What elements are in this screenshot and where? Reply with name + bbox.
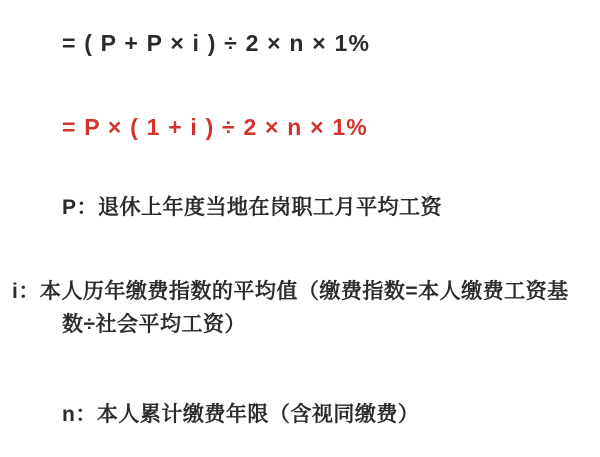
definition-i: i：本人历年缴费指数的平均值（缴费指数=本人缴费工资基数÷社会平均工资） [12, 280, 569, 336]
formula-basic-pension-expanded: = ( P + P × i ) ÷ 2 × n × 1% [62, 30, 371, 56]
definition-p: P：退休上年度当地在岗职工月平均工资 [62, 196, 443, 219]
formula-basic-pension-factored: = P × ( 1 + i ) ÷ 2 × n × 1% [62, 114, 368, 140]
definition-n: n：本人累计缴费年限（含视同缴费） [62, 403, 420, 426]
